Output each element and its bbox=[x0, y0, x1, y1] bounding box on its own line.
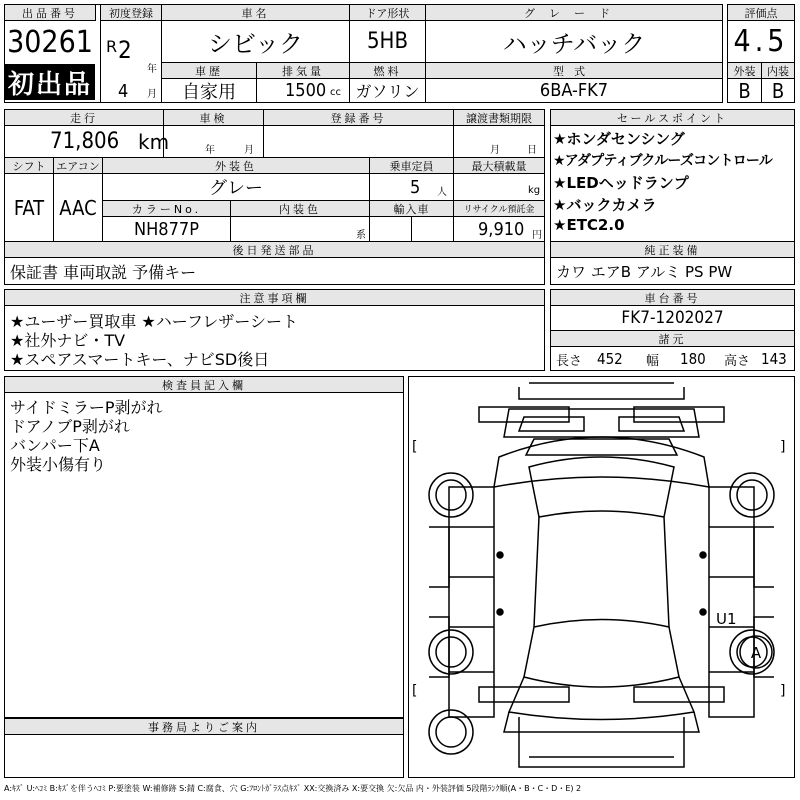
capacity-unit: 人 bbox=[437, 186, 447, 198]
fuel: ガソリン bbox=[355, 82, 420, 101]
reg-number-cell bbox=[263, 125, 454, 158]
sales-points-label: セールスポイント bbox=[550, 109, 795, 126]
fuel-label: 燃料 bbox=[349, 62, 426, 79]
shift-label: シフト bbox=[4, 157, 54, 174]
lot-label: 出品番号 bbox=[4, 4, 96, 21]
damage-mark-u1: U1 bbox=[716, 610, 737, 628]
mileage-unit: km bbox=[138, 129, 170, 154]
transfer-label: 譲渡書類期限 bbox=[453, 109, 545, 126]
sales-point-item: ★LEDヘッドランプ bbox=[553, 174, 689, 192]
inspection-label: 車検 bbox=[163, 109, 264, 126]
score-label: 評価点 bbox=[727, 4, 795, 21]
reg-era: R bbox=[106, 36, 118, 56]
import-cell-b bbox=[411, 216, 454, 242]
note-line: ★社外ナビ・TV bbox=[10, 331, 126, 350]
sales-point-item: ★ETC2.0 bbox=[553, 216, 625, 234]
transfer-month-unit: 月 bbox=[490, 144, 500, 156]
ac-label: エアコン bbox=[53, 157, 103, 174]
color-no: NH877P bbox=[134, 218, 199, 240]
reg-month-unit: 月 bbox=[147, 88, 157, 100]
diagram-bracket-left-top: [ bbox=[412, 439, 418, 455]
grade-label: グレード bbox=[425, 4, 723, 21]
model: 6BA-FK7 bbox=[539, 80, 609, 101]
interior-label: 内装 bbox=[761, 62, 795, 79]
capacity: 5 bbox=[410, 176, 421, 198]
int-color-unit: 系 bbox=[356, 229, 366, 241]
int-color-label: 内装色 bbox=[230, 200, 370, 217]
mileage: 71,806 bbox=[50, 129, 120, 154]
car-name: シビック bbox=[207, 30, 304, 58]
ac: AAC bbox=[59, 195, 97, 220]
import-label: 輸入車 bbox=[369, 200, 454, 217]
reg-year: 2 bbox=[118, 36, 132, 64]
inspector-line: ドアノブP剥がれ bbox=[10, 417, 130, 436]
score: 4.5 bbox=[733, 24, 789, 59]
recycle: 9,910 bbox=[478, 218, 525, 240]
mileage-label: 走行 bbox=[4, 109, 164, 126]
max-load-label: 最大積載量 bbox=[453, 157, 545, 174]
genuine-equipment-label: 純正装備 bbox=[550, 241, 795, 258]
interior-grade: B bbox=[771, 78, 785, 103]
length-label: 長さ bbox=[556, 353, 583, 369]
first-listing-badge: 初出品 bbox=[5, 64, 95, 100]
width: 180 bbox=[680, 350, 706, 368]
inspector-notes bbox=[10, 395, 163, 474]
dims-label: 諸元 bbox=[550, 330, 795, 347]
chassis-label: 車台番号 bbox=[550, 289, 795, 306]
history-label: 車歴 bbox=[161, 62, 257, 79]
lot-number: 30261 bbox=[7, 24, 93, 60]
inspector-line: サイドミラーP剥がれ bbox=[10, 398, 163, 417]
transfer-day-unit: 日 bbox=[527, 144, 537, 156]
office-label: 事務局よりご案内 bbox=[4, 718, 404, 735]
sales-points-list bbox=[553, 128, 793, 238]
reg-month: 4 bbox=[118, 80, 129, 102]
width-label: 幅 bbox=[646, 353, 660, 369]
notes-list bbox=[10, 309, 299, 369]
max-load-unit: kg bbox=[528, 184, 541, 196]
capacity-label: 乗車定員 bbox=[369, 157, 454, 174]
displacement-label: 排気量 bbox=[256, 62, 350, 79]
sales-point-item: ★ホンダセンシング bbox=[553, 130, 685, 148]
import-cell-a bbox=[369, 216, 412, 242]
inspection-month-unit: 月 bbox=[244, 144, 254, 156]
legend-footer: A:ｷｽﾞ U:ﾍｺﾐ B:ｷｽﾞを伴うﾍｺﾐ P:要塗装 W:補修跡 S:錆 C:腐食、穴 G:ﾌﾛﾝﾄｶﾞﾗｽ点ｷｽﾞ XX:交換済み X:要交換 欠:欠品 内・外装評価 5段階ﾗﾝｸ順(A・B・C・D・E) 2 bbox=[4, 783, 582, 793]
diagram-bracket-left-bottom: [ bbox=[412, 683, 418, 699]
ext-color: グレー bbox=[209, 178, 263, 199]
height: 143 bbox=[761, 350, 787, 368]
door-label: ドア形状 bbox=[349, 4, 426, 21]
later-parts-label: 後日発送部品 bbox=[4, 241, 545, 258]
sales-point-item: ★バックカメラ bbox=[553, 196, 657, 214]
note-line: ★ユーザー買取車 ★ハーフレザーシート bbox=[10, 312, 299, 331]
reg-label: 初度登録 bbox=[100, 4, 162, 21]
chassis-number: FK7-1202027 bbox=[621, 308, 724, 328]
later-parts-text: 保証書 車両取説 予備キー bbox=[10, 263, 197, 282]
note-line: ★スペアスマートキー、ナビSD後日 bbox=[10, 350, 270, 369]
exterior-label: 外装 bbox=[727, 62, 762, 79]
car-diagram bbox=[409, 377, 794, 777]
damage-mark-a: A bbox=[750, 644, 762, 662]
displacement-unit: cc bbox=[330, 86, 341, 98]
genuine-equipment-text: カワ エアB アルミ PS PW bbox=[556, 263, 733, 281]
notes-label: 注意事項欄 bbox=[4, 289, 545, 306]
length: 452 bbox=[597, 350, 623, 368]
recycle-label: リサイクル預託金 bbox=[453, 200, 545, 217]
shift: FAT bbox=[13, 195, 45, 220]
grade: ハッチバック bbox=[502, 30, 646, 58]
inspector-line: 外装小傷有り bbox=[10, 455, 107, 474]
diagram-bracket-right-top: ] bbox=[780, 439, 786, 455]
inspection-year-unit: 年 bbox=[205, 144, 215, 156]
diagram-bracket-right-bottom: ] bbox=[780, 683, 786, 699]
door-type: 5HB bbox=[366, 29, 409, 54]
displacement: 1500 bbox=[285, 80, 327, 101]
int-color-cell bbox=[230, 216, 370, 242]
history: 自家用 bbox=[182, 81, 236, 103]
ext-color-label: 外装色 bbox=[102, 157, 370, 174]
exterior-grade: B bbox=[738, 78, 751, 103]
recycle-unit: 円 bbox=[532, 229, 542, 241]
height-label: 高さ bbox=[724, 353, 751, 369]
sales-point-item: ★アダプティブクルーズコントロール bbox=[553, 153, 773, 169]
inspector-line: バンパー下A bbox=[10, 436, 100, 455]
color-no-label: カラーNo. bbox=[102, 200, 231, 217]
reg-number-label: 登録番号 bbox=[263, 109, 454, 126]
inspector-label: 検査員記入欄 bbox=[4, 376, 404, 393]
model-label: 型式 bbox=[425, 62, 723, 79]
reg-year-unit: 年 bbox=[147, 63, 157, 75]
car-name-label: 車名 bbox=[161, 4, 350, 21]
